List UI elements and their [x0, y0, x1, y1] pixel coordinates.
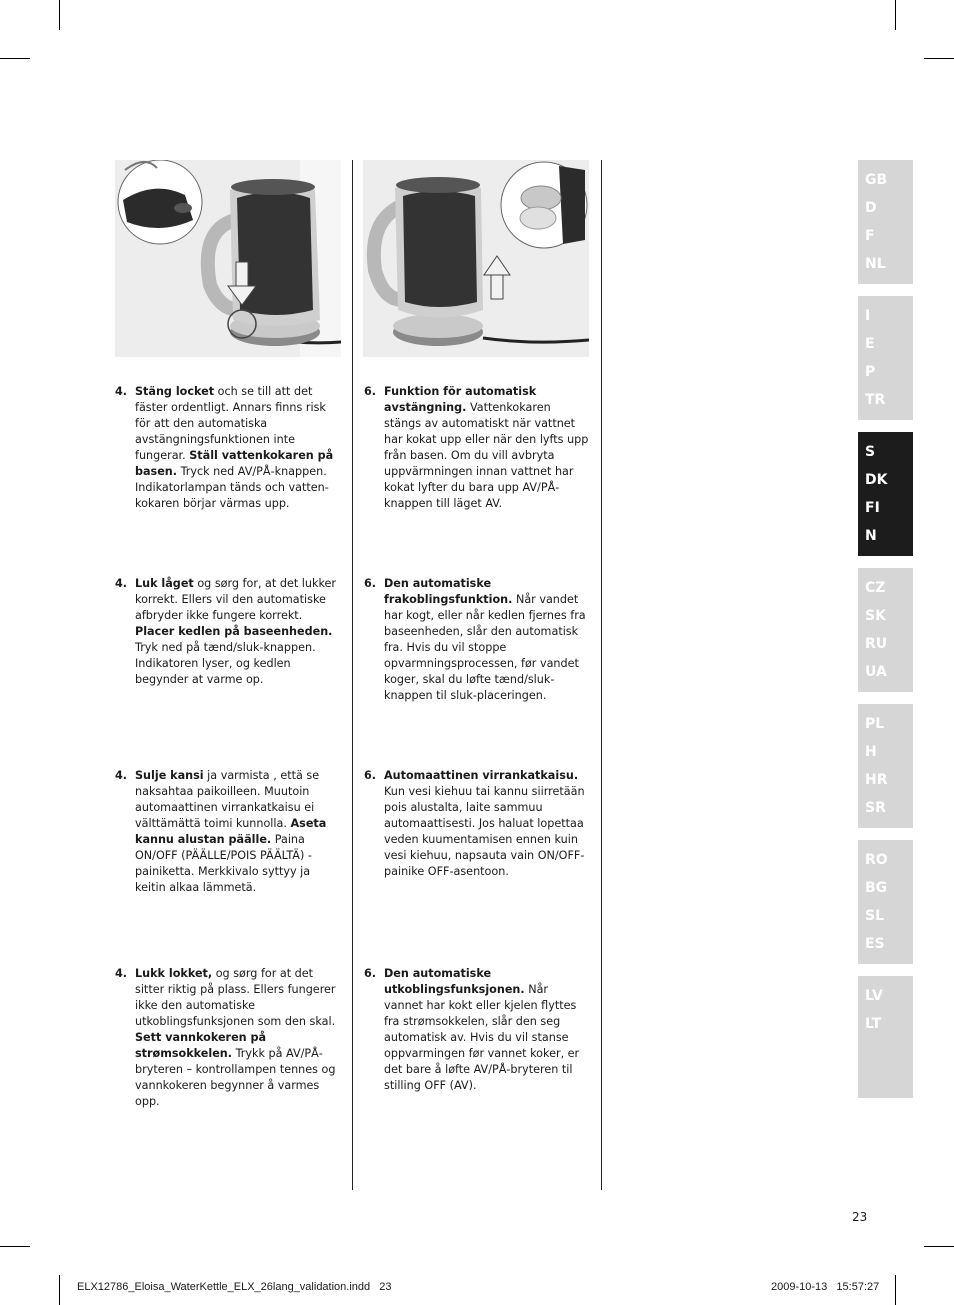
step-number: 4. [115, 967, 128, 980]
step-text: Den automatiske frakoblingsfunktion. Når vandet har kogt, eller når kedlen fjernes fra baseenheden, slår den automatisk fra. Hvis du vil stoppe opvarmningsprocessen, før vandet koger, skal du løfte tænd/sluk-knappen til sluk-placeringen. [384, 577, 586, 702]
language-tab-group[interactable] [858, 704, 913, 828]
kettle-lid-figure [115, 160, 341, 357]
step-text: Den automatiske utkoblingsfunksjonen. Når vannet har kokt eller kjelen flyttes fra strømsokkelen, slår den seg automatisk av. Hvis du vil stanse oppvarmingen før vannet koker, er det bare å løfte AV/PÅ-bryteren til stilling OFF (AV). [384, 967, 580, 1092]
tab-ro[interactable]: RO [865, 852, 888, 868]
tab-f[interactable]: F [865, 228, 875, 244]
step-number: 6. [364, 967, 377, 980]
language-tab-group[interactable] [858, 160, 913, 284]
tab-lt[interactable]: LT [865, 1016, 882, 1032]
tab-ru[interactable]: RU [865, 636, 888, 652]
footer-timestamp: 2009-10-13 15:57:27 [771, 1281, 880, 1293]
tab-n[interactable]: N [865, 528, 877, 544]
tab-ua[interactable]: UA [865, 664, 887, 680]
column-divider [601, 160, 602, 1190]
tab-cz[interactable]: CZ [865, 580, 886, 596]
step-text: Automaattinen virrankatkaisu. Kun vesi kiehuu tai kannu siirretään pois alustalta, laite sammuu automaattisesti. Jos haluat lopettaa veden kuumentamisen ennen kuin vesi kiehuu, napsauta vain ON/OFF-painike OFF-asentoon. [384, 769, 585, 878]
crop-mark [924, 58, 954, 59]
kettle-illustration [363, 160, 589, 357]
crop-mark [59, 0, 60, 30]
tab-lv[interactable]: LV [865, 988, 883, 1004]
step-text: Sulje kansi ja varmista , että se naksahtaa paikoilleen. Muutoin automaattinen virrankatkaisu ei välttämättä toimi kunnolla. Aseta kannu alustan päälle. Paina ON/OFF (PÄÄLLE/POIS PÄÄLTÄ) -painiketta. Merkkivalo syttyy ja keitin alkaa lämmetä. [135, 769, 327, 894]
tab-fi[interactable]: FI [865, 500, 880, 516]
tab-i[interactable]: I [865, 308, 871, 324]
tab-sk[interactable]: SK [865, 608, 886, 624]
crop-mark [0, 1246, 30, 1247]
page-number: 23 [852, 1210, 868, 1224]
tab-nl[interactable]: NL [865, 256, 886, 272]
tab-pl[interactable]: PL [865, 716, 885, 732]
language-tab-group-active[interactable] [858, 432, 913, 556]
step-text: Stäng locket och se till att det fäster ordentligt. Annars finns risk för att den automatiska avstängningsfunktionen inte fungerar. Ställ vattenkokaren på basen. Tryck ned AV/PÅ-knappen. Indikatorlampan tänds och vatten-kokaren börjar värmas upp. [135, 385, 334, 510]
lid-closing-inset [118, 160, 202, 244]
tab-es[interactable]: ES [865, 936, 885, 952]
kettle-illustration [115, 160, 341, 357]
footer-file-info: ELX12786_Eloisa_WaterKettle_ELX_26lang_validation.indd 23 [77, 1281, 392, 1293]
step-number: 4. [115, 385, 128, 398]
tab-d[interactable]: D [865, 200, 877, 216]
crop-mark [895, 0, 896, 30]
tab-bg[interactable]: BG [865, 880, 888, 896]
step-number: 4. [115, 577, 128, 590]
kettle-switch-figure [363, 160, 589, 357]
tab-sr[interactable]: SR [865, 800, 886, 816]
crop-mark [895, 1275, 896, 1305]
tab-dk[interactable]: DK [865, 472, 888, 488]
step-text: Luk låget og sørg for, at det lukker korrekt. Ellers vil den automatiske afbryder ikke fungere korrekt. Placer kedlen på baseenheden. Tryk ned på tænd/sluk-knappen. Indikatoren lyser, og kedlen begynder at varme op. [135, 577, 337, 686]
crop-mark [59, 1275, 60, 1305]
tab-s[interactable]: S [865, 444, 876, 460]
tab-sl[interactable]: SL [865, 908, 885, 924]
crop-mark [924, 1246, 954, 1247]
step-number: 6. [364, 385, 377, 398]
step-number: 4. [115, 769, 128, 782]
tab-hr[interactable]: HR [865, 772, 888, 788]
crop-mark [0, 58, 30, 59]
switch-inset [501, 162, 587, 248]
up-arrow-icon [484, 256, 510, 299]
language-tab-group[interactable] [858, 976, 913, 1098]
language-tab-group[interactable] [858, 840, 913, 964]
tab-p[interactable]: P [865, 364, 876, 380]
step-text: Funktion för automatisk avstängning. Vattenkokaren stängs av automatiskt när vattnet har kokat upp eller när den lyfts upp från basen. Om du vill avbryta uppvärmningen innan vattnet har kokat lyfter du bara upp AV/PÅ-knappen till läget AV. [384, 385, 589, 510]
language-tab-group[interactable] [858, 568, 913, 692]
step-number: 6. [364, 769, 377, 782]
column-divider [352, 160, 353, 1190]
tab-e[interactable]: E [865, 336, 875, 352]
tab-tr[interactable]: TR [865, 392, 886, 408]
language-tab-group[interactable] [858, 296, 913, 420]
step-text: Lukk lokket, og sørg for at det sitter riktig på plass. Ellers fungerer ikke den automatiske utkoblingsfunksjonen som den skal. Sett vannkokeren på strømsokkelen. Trykk på AV/PÅ-bryteren – kontrollampen tennes og vannkokeren begynner å varmes opp. [135, 967, 336, 1108]
tab-gb[interactable]: GB [865, 172, 888, 188]
step-number: 6. [364, 577, 377, 590]
tab-h[interactable]: H [865, 744, 877, 760]
